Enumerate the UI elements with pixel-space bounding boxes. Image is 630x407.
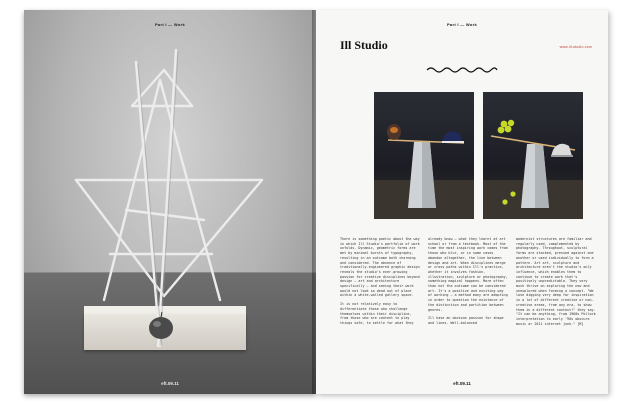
paragraph: It is not relatively easy to differentiate those who challenge themselves within their discipline, from those who are content to play things safe, to settle for what they xyxy=(340,302,414,325)
right-running-header: Part I — Work xyxy=(446,22,478,27)
paragraph: already know – what they learnt at art school or from a textbook. Most of the time the most inspiring work comes from those who blur, or in some cases abandon altogether, the line between design and art. When disciplines merge or cross paths within Ill's practice, whether it involves fashion, illustration, sculpture or photography, something magical happens. More often than not the outcome can be considered art. It's a positive and exciting way of working – a method many are adopting in order to question the existence of the distinction and partition between genres. xyxy=(428,237,508,312)
paragraph: modernist structures are familiar and regularly used, complemented by photography. Throughout, sculptural forms are stacked, pressed against one another or used individually to form a pattern. Art art, sculpture and architecture aren't the studio's only influence, which enables them to continue to create work that's positively unpredictable. They very much thrive on exploring the new and unexplored when forming a concept. "We love digging very deep for inspiration in a lot of different creative or non-creative areas, from any era, to show them in a different context!" they say. "It can be anything, from 1960s Pollock interpretation to early '90s obscure music or 2011 internet junk." [M] xyxy=(516,237,596,326)
left-running-header: Part I — Work xyxy=(154,22,186,27)
stick-sculpture xyxy=(24,10,316,394)
balance-photo-2 xyxy=(483,92,583,219)
left-page-photo xyxy=(24,10,316,394)
paragraph: Ill have an obvious passion for shape and lines. Well-balanced xyxy=(428,316,504,325)
text-column-2 xyxy=(428,237,508,330)
wave-divider xyxy=(426,66,498,74)
studio-url[interactable]: www.ill-studio.com xyxy=(559,45,592,49)
paragraph: There is something poetic about the way in which Ill Studio's portfolio of work unfolds. Dynamic, geometric forms are met by minimal bursts of typography, resulting in an outcome both charming and considered. The absence of traditionally-engineered graphic design reveals the studio's ever-growing passion for creative disciplines beyond design – art and architecture specifically – and seeing their work would not look so dead out of place within a white-walled gallery space. xyxy=(340,237,420,298)
left-folio: eft.09.11 xyxy=(161,381,179,386)
text-column-3 xyxy=(516,237,596,330)
article-title: Ill Studio xyxy=(340,38,388,52)
right-folio: eft.09.11 xyxy=(453,381,471,386)
apple xyxy=(149,312,173,339)
balance-photo-1 xyxy=(374,92,474,219)
right-page xyxy=(316,10,608,394)
text-column-1 xyxy=(340,237,420,330)
